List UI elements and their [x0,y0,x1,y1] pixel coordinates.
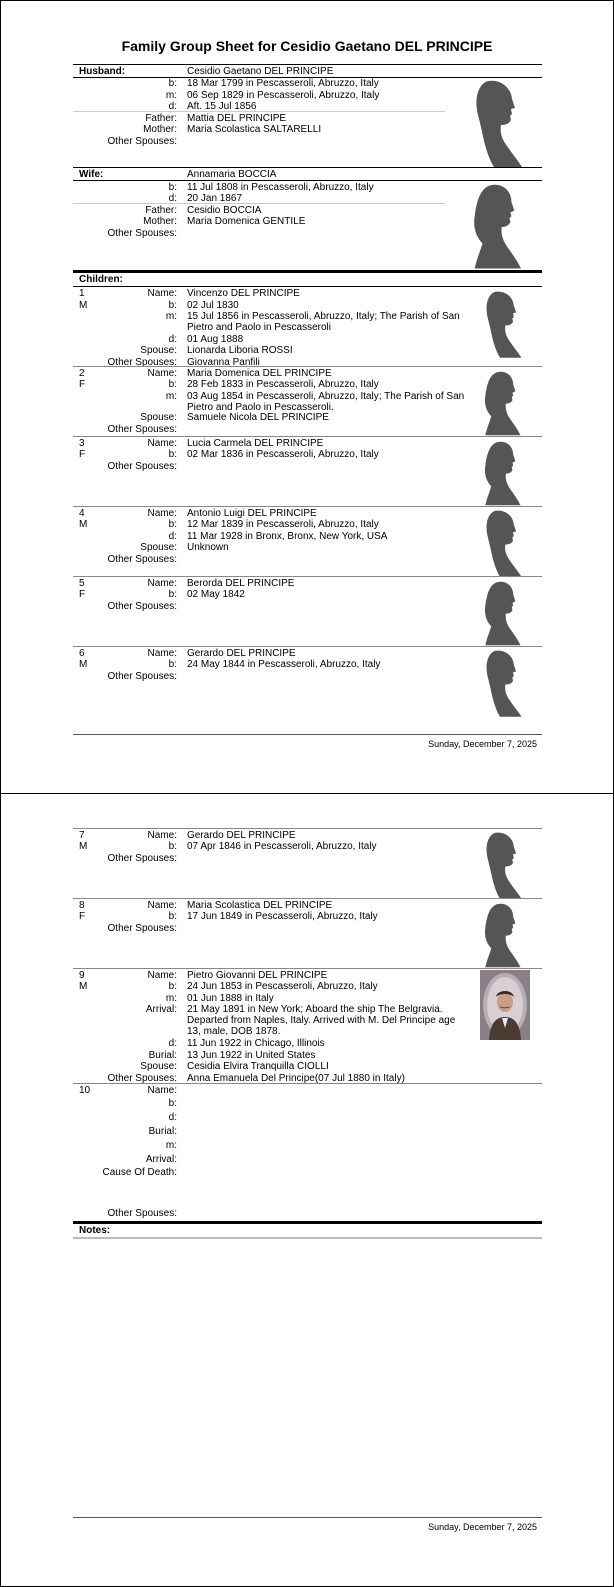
burial-label: Burial: [148,1126,177,1137]
child-other-spouses: Anna Emanuela Del Principe(07 Jul 1880 in Italy) [187,1072,405,1084]
other-spouses-label: Other Spouses: [107,1208,177,1219]
page-2 [0,793,614,1587]
child-name: Vincenzo DEL PRINCIPE [187,288,300,299]
husband-death: Aft. 15 Jul 1856 [187,101,257,112]
child-sex: M [79,981,88,992]
child-name: Gerardo DEL PRINCIPE [187,829,296,841]
other-spouses-label: Other Spouses: [107,1072,177,1084]
birth-label: b: [168,911,177,922]
child-spouse: Samuele Nicola DEL PRINCIPE [187,412,329,423]
female-silhouette-icon [478,439,522,507]
death-label: d: [168,1112,177,1123]
birth-label: b: [168,841,177,852]
name-label: Name: [147,577,177,589]
father-label: Father: [145,112,177,124]
footer-date: Sunday, December 7, 2025 [428,739,537,749]
child-spouse: Lionarda Liboria ROSSI [187,345,293,356]
child-birth: 02 Jul 1830 [187,299,239,311]
female-silhouette-icon [478,579,522,647]
child-birth: 02 Mar 1836 in Pescasseroli, Abruzzo, Italy [187,449,379,460]
child-name: Pietro Giovanni DEL PRINCIPE [187,969,328,981]
mother-label: Mother: [143,124,177,135]
other-spouses-label: Other Spouses: [107,227,177,239]
divider [73,1221,542,1224]
name-label: Name: [147,437,177,449]
child-birth: 28 Feb 1833 in Pescasseroli, Abruzzo, Italy [187,379,379,390]
burial-label: Burial: [148,1049,177,1061]
male-silhouette-icon [477,290,523,358]
male-silhouette-icon [477,649,523,717]
birth-label: b: [168,299,177,311]
birth-label: b: [168,181,177,193]
child-number: 7 [79,829,85,841]
notes-heading: Notes: [79,1225,111,1236]
child-sex: F [79,589,86,600]
name-label: Name: [147,969,177,981]
female-silhouette-icon [465,182,523,270]
child-sex: F [79,449,86,460]
male-silhouette-icon [477,509,523,577]
child-spouse: Cesidia Elvira Tranquilla CIOLLI [187,1061,329,1072]
male-silhouette-icon [477,831,523,899]
death-label: d: [168,1038,177,1049]
child-sex: F [79,911,86,922]
husband-name: Cesidio Gaetano DEL PRINCIPE [187,66,334,77]
footer-date: Sunday, December 7, 2025 [428,1522,537,1532]
child-name: Antonio Luigi DEL PRINCIPE [187,507,317,519]
name-label: Name: [147,829,177,841]
child-marriage: 15 Jul 1856 in Pescasseroli, Abruzzo, Italy; The Parish of San Pietro and Paolo in Pescasseroli [187,311,460,334]
other-spouses-label: Other Spouses: [107,460,177,472]
child-birth: 12 Mar 1839 in Pescasseroli, Abruzzo, Italy [187,519,379,530]
child-birth: 07 Apr 1846 in Pescasseroli, Abruzzo, Italy [187,841,377,852]
other-spouses-label: Other Spouses: [107,670,177,682]
death-label: d: [168,333,177,345]
spouse-label: Spouse: [140,542,177,553]
child-death: 01 Aug 1888 [187,333,244,345]
death-label: d: [168,530,177,542]
spouse-label: Spouse: [140,412,177,423]
divider [73,167,542,168]
child-number: 1 [79,288,85,299]
cause-of-death-label: Cause Of Death: [102,1167,177,1178]
child-birth: 24 May 1844 in Pescasseroli, Abruzzo, Italy [187,659,381,670]
husband-mother: Maria Scolastica SALTARELLI [187,124,322,135]
husband-marriage: 06 Sep 1829 in Pescasseroli, Abruzzo, Italy [187,89,380,101]
other-spouses-label: Other Spouses: [107,922,177,934]
divider [73,286,542,287]
child-birth: 17 Jun 1849 in Pescasseroli, Abruzzo, Italy [187,911,378,922]
child-name: Maria Domenica DEL PRINCIPE [187,367,332,379]
birth-label: b: [168,981,177,992]
marriage-label: m: [165,311,177,322]
child-number: 5 [79,577,85,589]
other-spouses-label: Other Spouses: [107,135,177,147]
marriage-label: m: [165,89,177,101]
divider [73,270,542,273]
husband-father: Mattia DEL PRINCIPE [187,112,287,124]
child-death: 11 Mar 1928 in Bronx, Bronx, New York, USA [187,530,388,542]
divider [73,64,542,65]
footer-divider [73,1517,542,1518]
spouse-label: Spouse: [140,1061,177,1072]
page-title: Family Group Sheet for Cesidio Gaetano DEL PRINCIPE [121,38,493,54]
mother-label: Mother: [143,216,177,227]
death-label: d: [168,101,177,112]
father-label: Father: [145,204,177,216]
marriage-label: m: [165,1140,177,1151]
female-silhouette-icon [478,901,522,969]
wife-father: Cesidio BOCCIA [187,204,262,216]
name-label: Name: [147,367,177,379]
child-sex: M [79,299,88,311]
child-number: 9 [79,969,85,981]
child-number: 4 [79,507,85,519]
birth-label: b: [168,449,177,460]
child-number: 10 [79,1084,91,1096]
child-death: 11 Jun 1922 in Chicago, Illinois [187,1038,325,1049]
male-silhouette-icon [463,79,525,167]
marriage-label: m: [165,390,177,402]
female-silhouette-icon [478,369,522,437]
spouse-label: Spouse: [140,345,177,356]
wife-death: 20 Jan 1867 [187,193,243,204]
child-name: Berorda DEL PRINCIPE [187,577,295,589]
arrival-label: Arrival: [145,1154,177,1165]
portrait-photo [480,970,530,1040]
wife-name: Annamaria BOCCIA [187,169,277,180]
child-marriage: 01 Jun 1888 in Italy [187,992,274,1004]
child-burial: 13 Jun 1922 in United States [187,1049,316,1061]
birth-label: b: [168,379,177,390]
death-label: d: [168,193,177,204]
arrival-label: Arrival: [145,1004,177,1015]
child-name: Gerardo DEL PRINCIPE [187,647,296,659]
other-spouses-label: Other Spouses: [107,852,177,864]
child-sex: M [79,659,88,670]
child-number: 8 [79,899,85,911]
child-sex: F [79,379,86,390]
other-spouses-label: Other Spouses: [107,600,177,612]
child-name: Maria Scolastica DEL PRINCIPE [187,899,333,911]
birth-label: b: [168,1098,177,1109]
birth-label: b: [168,659,177,670]
children-heading: Children: [79,274,123,285]
other-spouses-label: Other Spouses: [107,356,177,368]
wife-mother: Maria Domenica GENTILE [187,216,306,227]
name-label: Name: [147,899,177,911]
name-label: Name: [147,288,177,299]
child-sex: M [79,841,88,852]
birth-label: b: [168,78,177,89]
husband-birth: 18 Mar 1799 in Pescasseroli, Abruzzo, Italy [187,78,379,89]
child-other-spouses: Giovanna Panfili [187,356,260,368]
birth-label: b: [168,519,177,530]
name-label: Name: [147,1084,177,1096]
child-arrival: 21 May 1891 in New York; Aboard the ship The Belgravia. Departed from Naples, Italy. Arrived with M. Del Principe age 13, male, DOB 1878. [187,1004,456,1038]
child-spouse: Unknown [187,542,229,553]
other-spouses-label: Other Spouses: [107,553,177,565]
name-label: Name: [147,507,177,519]
child-birth: 02 May 1842 [187,589,245,600]
wife-birth: 11 Jul 1808 in Pescasseroli, Abruzzo, Italy [187,181,374,193]
divider [73,1237,542,1239]
name-label: Name: [147,647,177,659]
husband-heading: Husband: [79,66,126,77]
child-sex: M [79,519,88,530]
other-spouses-label: Other Spouses: [107,423,177,435]
child-number: 2 [79,367,85,379]
child-name: Lucia Carmela DEL PRINCIPE [187,437,324,449]
child-birth: 24 Jun 1853 in Pescasseroli, Abruzzo, Italy [187,981,378,992]
child-marriage: 03 Aug 1854 in Pescasseroli, Abruzzo, Italy; The Parish of San Pietro and Paolo in Pescasseroli. [187,390,465,413]
birth-label: b: [168,589,177,600]
footer-divider [73,734,542,735]
child-number: 3 [79,437,85,449]
wife-heading: Wife: [79,169,104,180]
child-number: 6 [79,647,85,659]
marriage-label: m: [165,992,177,1004]
